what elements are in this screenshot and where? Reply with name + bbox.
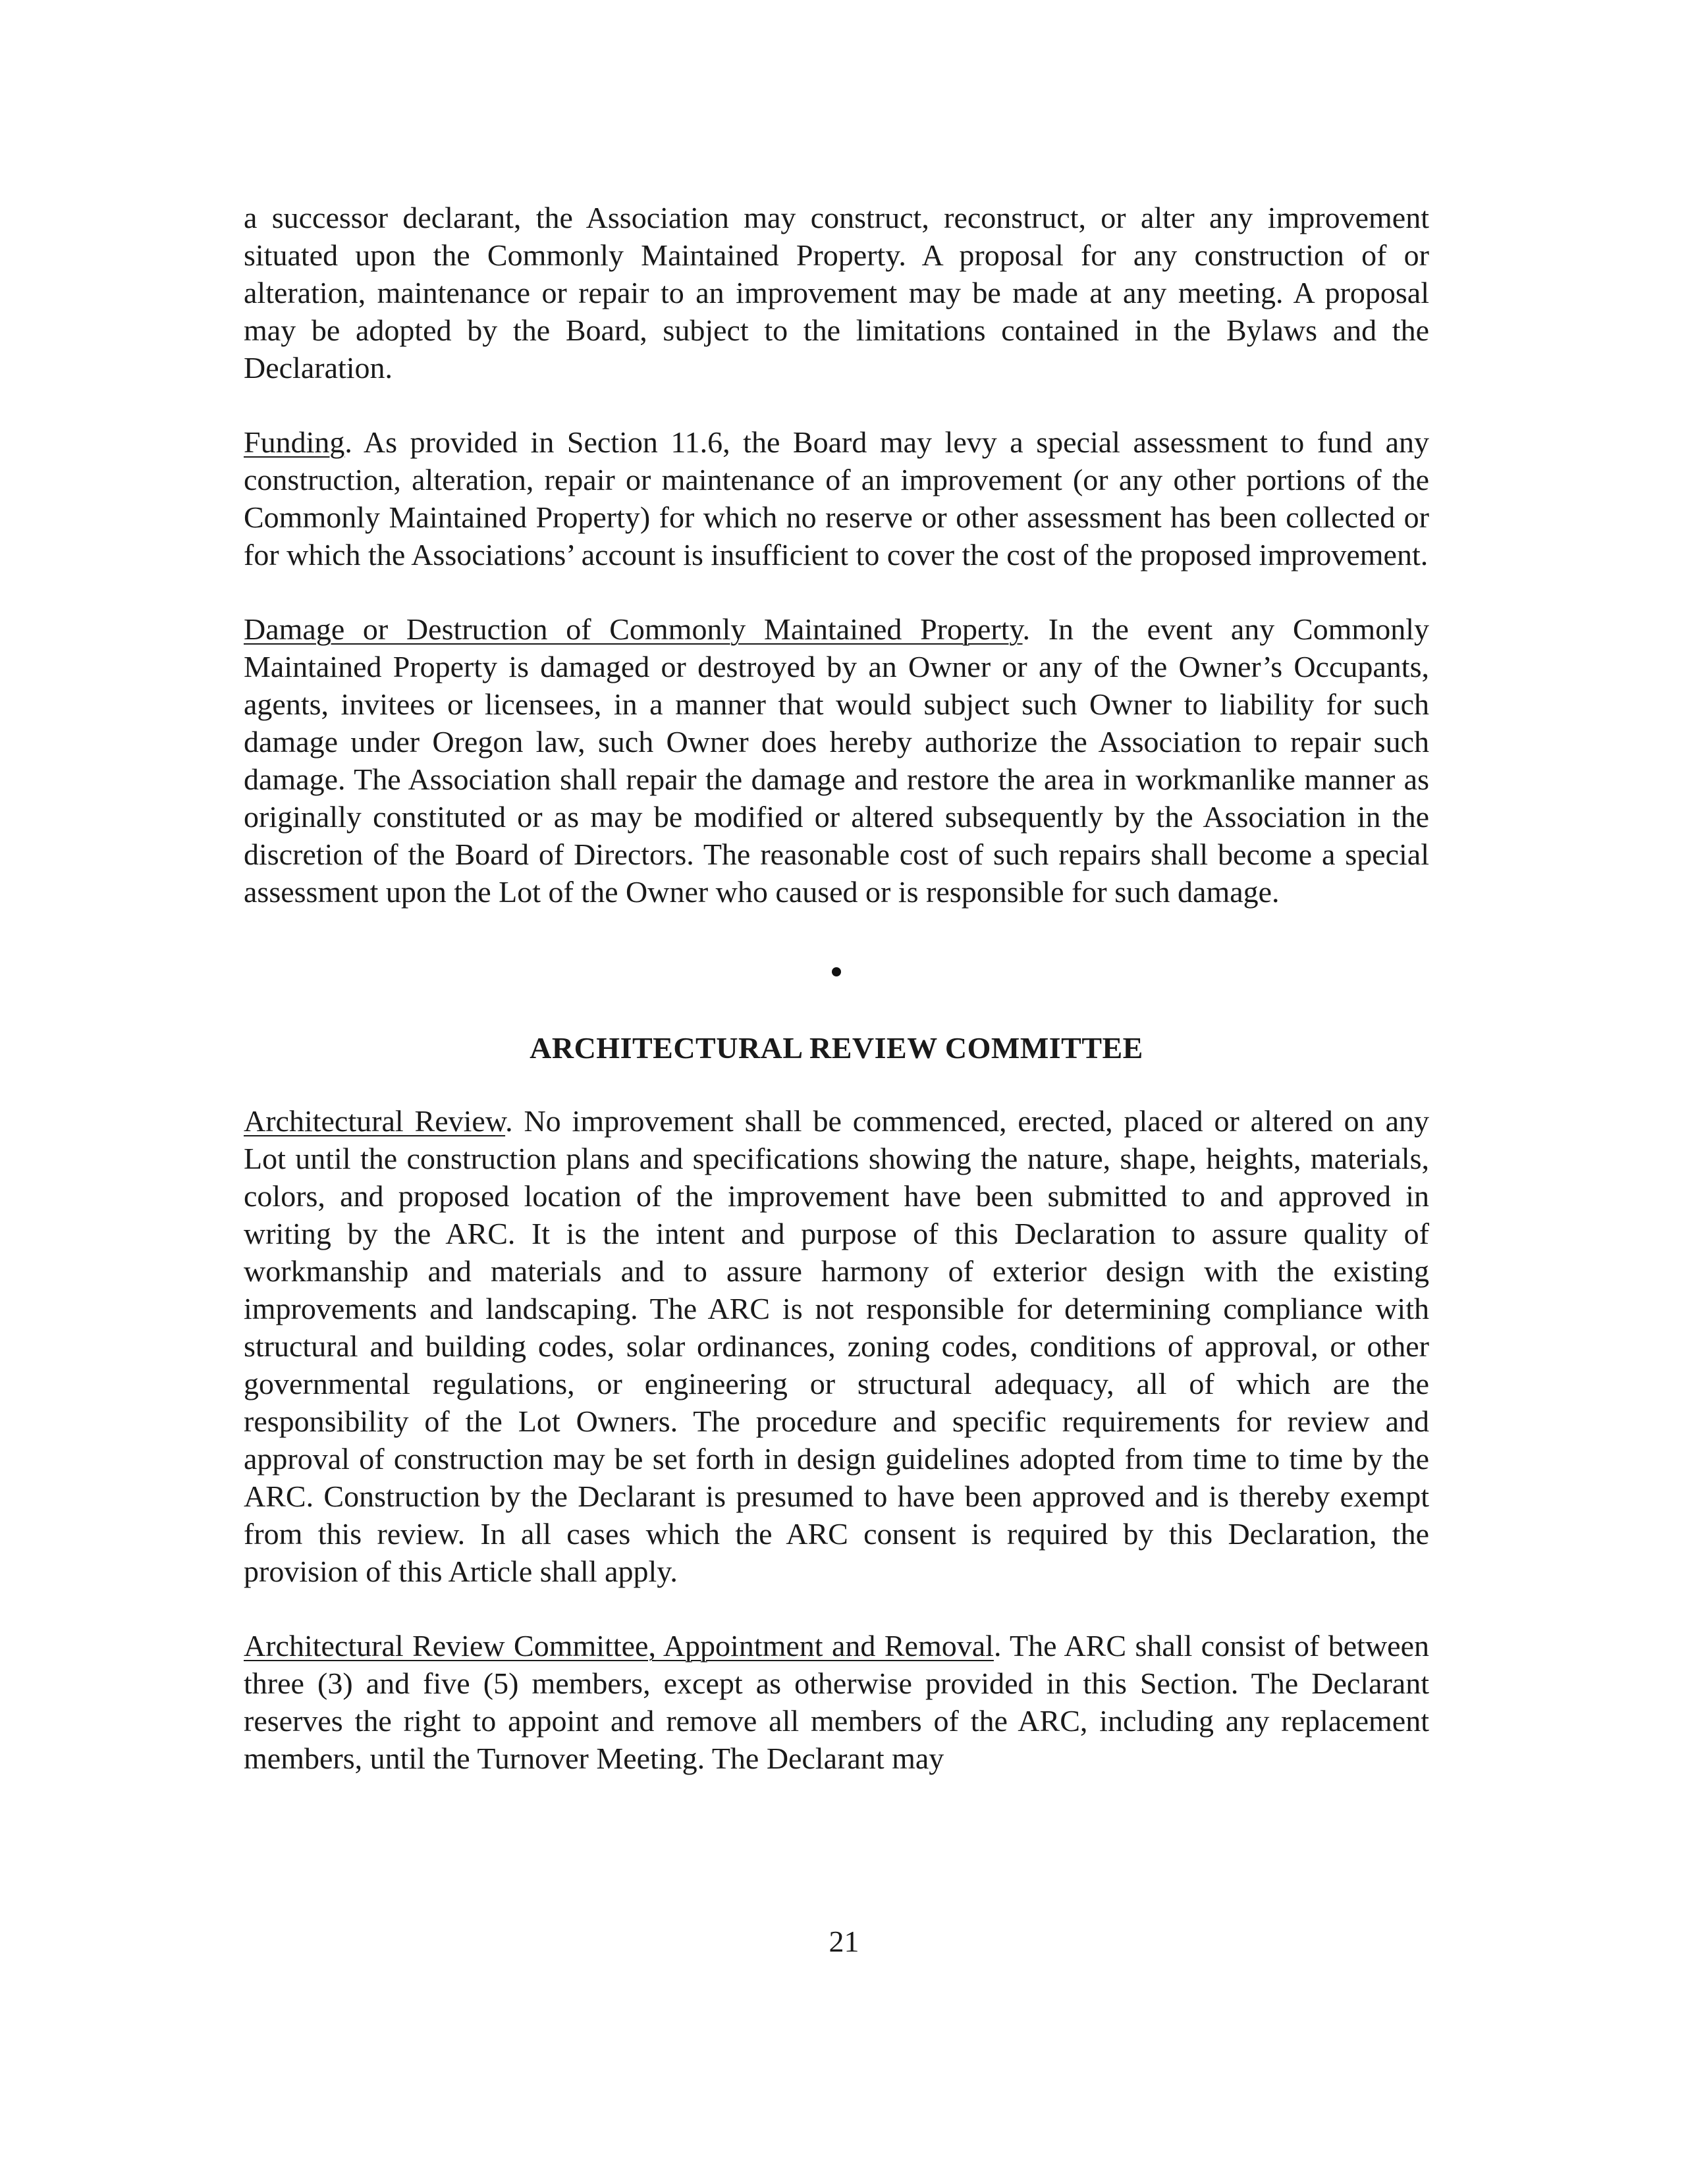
paragraph-heading-architectural-review: Architectural Review (244, 1104, 506, 1138)
paragraph-arc-appointment (244, 1627, 1429, 1777)
paragraph-text: . As provided in Section 11.6, the Board may levy a special assessment to fund any construction, alteration, repair or maintenance of an improvement (or any other portions of the Commonly Maintained Property) for which no reserve or other assessment has been collected or for which the Associations’ account is insufficient to cover the cost of the proposed improvement. (244, 425, 1429, 572)
paragraph-text: . In the event any Commonly Maintained Property is damaged or destroyed by an Owner or any of the Owner’s Occupants, agents, invitees or licensees, in a manner that would subject such Owner to liability for such damage under Oregon law, such Owner does hereby authorize the Association to repair such damage. The Association shall repair the damage and restore the area in workmanlike manner as originally constituted or as may be modified or altered subsequently by the Association in the discretion of the Board of Directors. The reasonable cost of such repairs shall become a special assessment upon the Lot of the Owner who caused or is responsible for such damage. (244, 612, 1429, 909)
page-number: 21 (829, 1925, 859, 1958)
paragraph-heading-damage: Damage or Destruction of Commonly Maintained Property (244, 612, 1023, 646)
paragraph-funding (244, 423, 1429, 573)
paragraph-text: . No improvement shall be commenced, erected, placed or altered on any Lot until the construction plans and specifications showing the nature, shape, heights, materials, colors, and proposed location of the improvement have been submitted to and approved in writing by the ARC. It is the intent and purpose of this Declaration to assure quality of workmanship and materials and to assure harmony of exterior design with the existing improvements and landscaping. The ARC is not responsible for determining compliance with structural and building codes, solar ordinances, zoning codes, conditions of approval, or other governmental regulations, or engineering or structural adequacy, all of which are the responsibility of the Lot Owners. The procedure and specific requirements for review and approval of construction may be set forth in design guidelines adopted from time to time by the ARC. Construction by the Declarant is presumed to have been approved and is thereby exempt from this review. In all cases which the ARC consent is required by this Declaration, the provision of this Article shall apply. (244, 1104, 1429, 1588)
paragraph-text: a successor declarant, the Association may construct, reconstruct, or alter any improvement situated upon the Commonly Maintained Property. A proposal for any construction of or alteration, maintenance or repair to an improvement may be made at any meeting. A proposal may be adopted by the Board, subject to the limitations contained in the Bylaws and the Declaration. (244, 201, 1429, 385)
paragraph-text: . The ARC shall consist of between three (3) and five (5) members, except as otherwise provided in this Section. The Declarant reserves the right to appoint and remove all members of the ARC, including any replacement members, until the Turnover Meeting. The Declarant may (244, 1629, 1429, 1775)
paragraph-architectural-review (244, 1102, 1429, 1590)
paragraph-improvements (244, 199, 1429, 386)
document-page (244, 199, 1429, 1814)
paragraph-heading-arc-appointment: Architectural Review Committee, Appointment and Removal (244, 1629, 994, 1663)
section-divider-bullet (244, 947, 1429, 991)
paragraph-damage (244, 610, 1429, 911)
bullet-dot-icon (832, 967, 841, 976)
paragraph-heading-funding: Funding (244, 425, 345, 459)
section-title: ARCHITECTURAL REVIEW COMMITTEE (530, 1031, 1143, 1065)
